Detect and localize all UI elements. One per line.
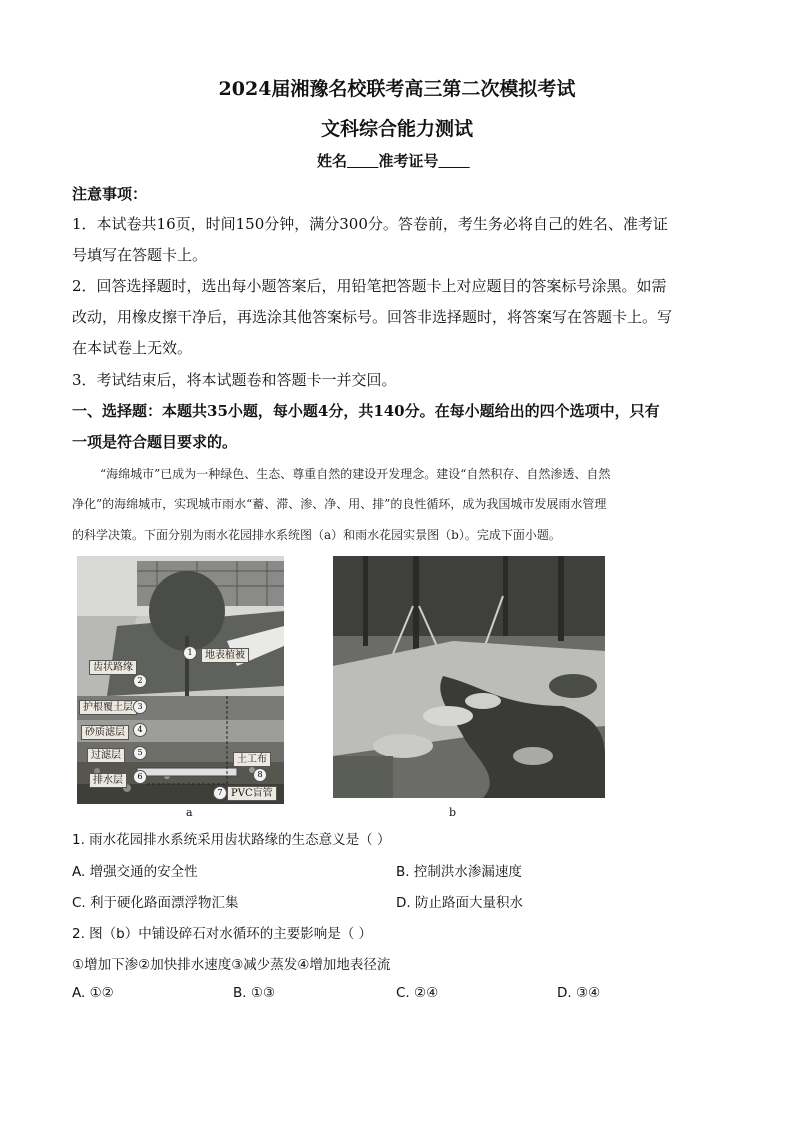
passage-line-1: “海绵城市”已成为一种绿色、生态、尊重自然的建设开发理念。建设“自然积存、自然渗透、自然 [100, 467, 611, 481]
figure-b-caption: b [449, 806, 457, 819]
notice-heading: 注意事项： [72, 185, 148, 203]
marker-8: 8 [253, 768, 267, 782]
marker-1: 1 [183, 646, 197, 660]
q1-option-a: A. 增强交通的安全性 [72, 864, 198, 880]
label-drainage-layer: 排水层 [89, 773, 127, 788]
name-label: 姓名 [317, 152, 348, 170]
section-heading-line-1: 一、选择题：本题共35小题，每小题4分，共140分。在每小题给出的四个选项中，只有 [72, 402, 660, 420]
id-label: 准考证号 [378, 152, 439, 170]
q1-option-d: D. 防止路面大量积水 [396, 895, 523, 911]
id-blank [438, 152, 469, 170]
label-mulch-layer: 护根覆土层 [79, 700, 137, 715]
name-blank [347, 152, 378, 170]
candidate-info [317, 150, 470, 171]
notice-item-2-line-3: 在本试卷上无效。 [72, 339, 193, 357]
q2-option-d: D. ③④ [557, 985, 601, 1001]
q2-stem: 2. 图（b）中铺设碎石对水循环的主要影响是（ ） [72, 926, 373, 942]
q2-statements: ①增加下渗②加快排水速度③减少蒸发④增加地表径流 [72, 957, 391, 973]
label-surface-vegetation: 地表植被 [201, 648, 249, 663]
passage-line-3: 的科学决策。下面分别为雨水花园排水系统图（a）和雨水花园实景图（b）。完成下面小题。 [72, 528, 561, 542]
q1-option-b: B. 控制洪水渗漏速度 [396, 864, 522, 880]
notice-item-1-line-2: 号填写在答题卡上。 [72, 246, 208, 264]
label-toothed-curb: 齿状路缘 [89, 660, 137, 675]
section-heading-line-2: 一项是符合题目要求的。 [72, 433, 238, 451]
notice-item-2-line-1: 2．回答选择题时，选出每小题答案后，用铅笔把答题卡上对应题目的答案标号涂黑。如需 [72, 277, 667, 295]
q1-option-c: C. 利于硬化路面漂浮物汇集 [72, 895, 239, 911]
marker-5: 5 [133, 746, 147, 760]
marker-3: 3 [133, 700, 147, 714]
q2-option-b: B. ①③ [233, 985, 276, 1001]
notice-item-3: 3．考试结束后，将本试题卷和答题卡一并交回。 [72, 371, 397, 389]
exam-title: 2024届湘豫名校联考高三第二次模拟考试 [218, 78, 576, 100]
label-sand-filter: 砂质滤层 [81, 725, 129, 740]
passage-line-2: 净化”的海绵城市，实现城市雨水“蓄、滞、渗、净、用、排”的良性循环，成为我国城市发展雨水管理 [72, 497, 607, 511]
marker-4: 4 [133, 723, 147, 737]
label-geotextile: 土工布 [233, 752, 271, 767]
exam-subtitle: 文科综合能力测试 [320, 118, 473, 140]
notice-item-1-line-1: 1．本试卷共16页，时间150分钟，满分300分。答卷前，考生务必将自己的姓名、准考证 [72, 215, 668, 233]
marker-2: 2 [133, 674, 147, 688]
marker-6: 6 [133, 770, 147, 784]
figure-a-caption: a [186, 806, 193, 819]
notice-item-2-line-2: 改动，用橡皮擦干净后，再选涂其他答案标号。回答非选择题时，将答案写在答题卡上。写 [72, 308, 673, 326]
label-filter-layer: 过滤层 [87, 748, 125, 763]
q1-stem: 1. 雨水花园排水系统采用齿状路缘的生态意义是（ ） [72, 832, 391, 848]
figure-a-diagram [77, 556, 284, 804]
q2-option-a: A. ①② [72, 985, 114, 1001]
q2-option-c: C. ②④ [396, 985, 439, 1001]
figure-b-photo [333, 556, 605, 798]
label-pvc-pipe: PVC盲管 [227, 786, 277, 801]
figure-b-image [333, 556, 605, 798]
marker-7: 7 [213, 786, 227, 800]
